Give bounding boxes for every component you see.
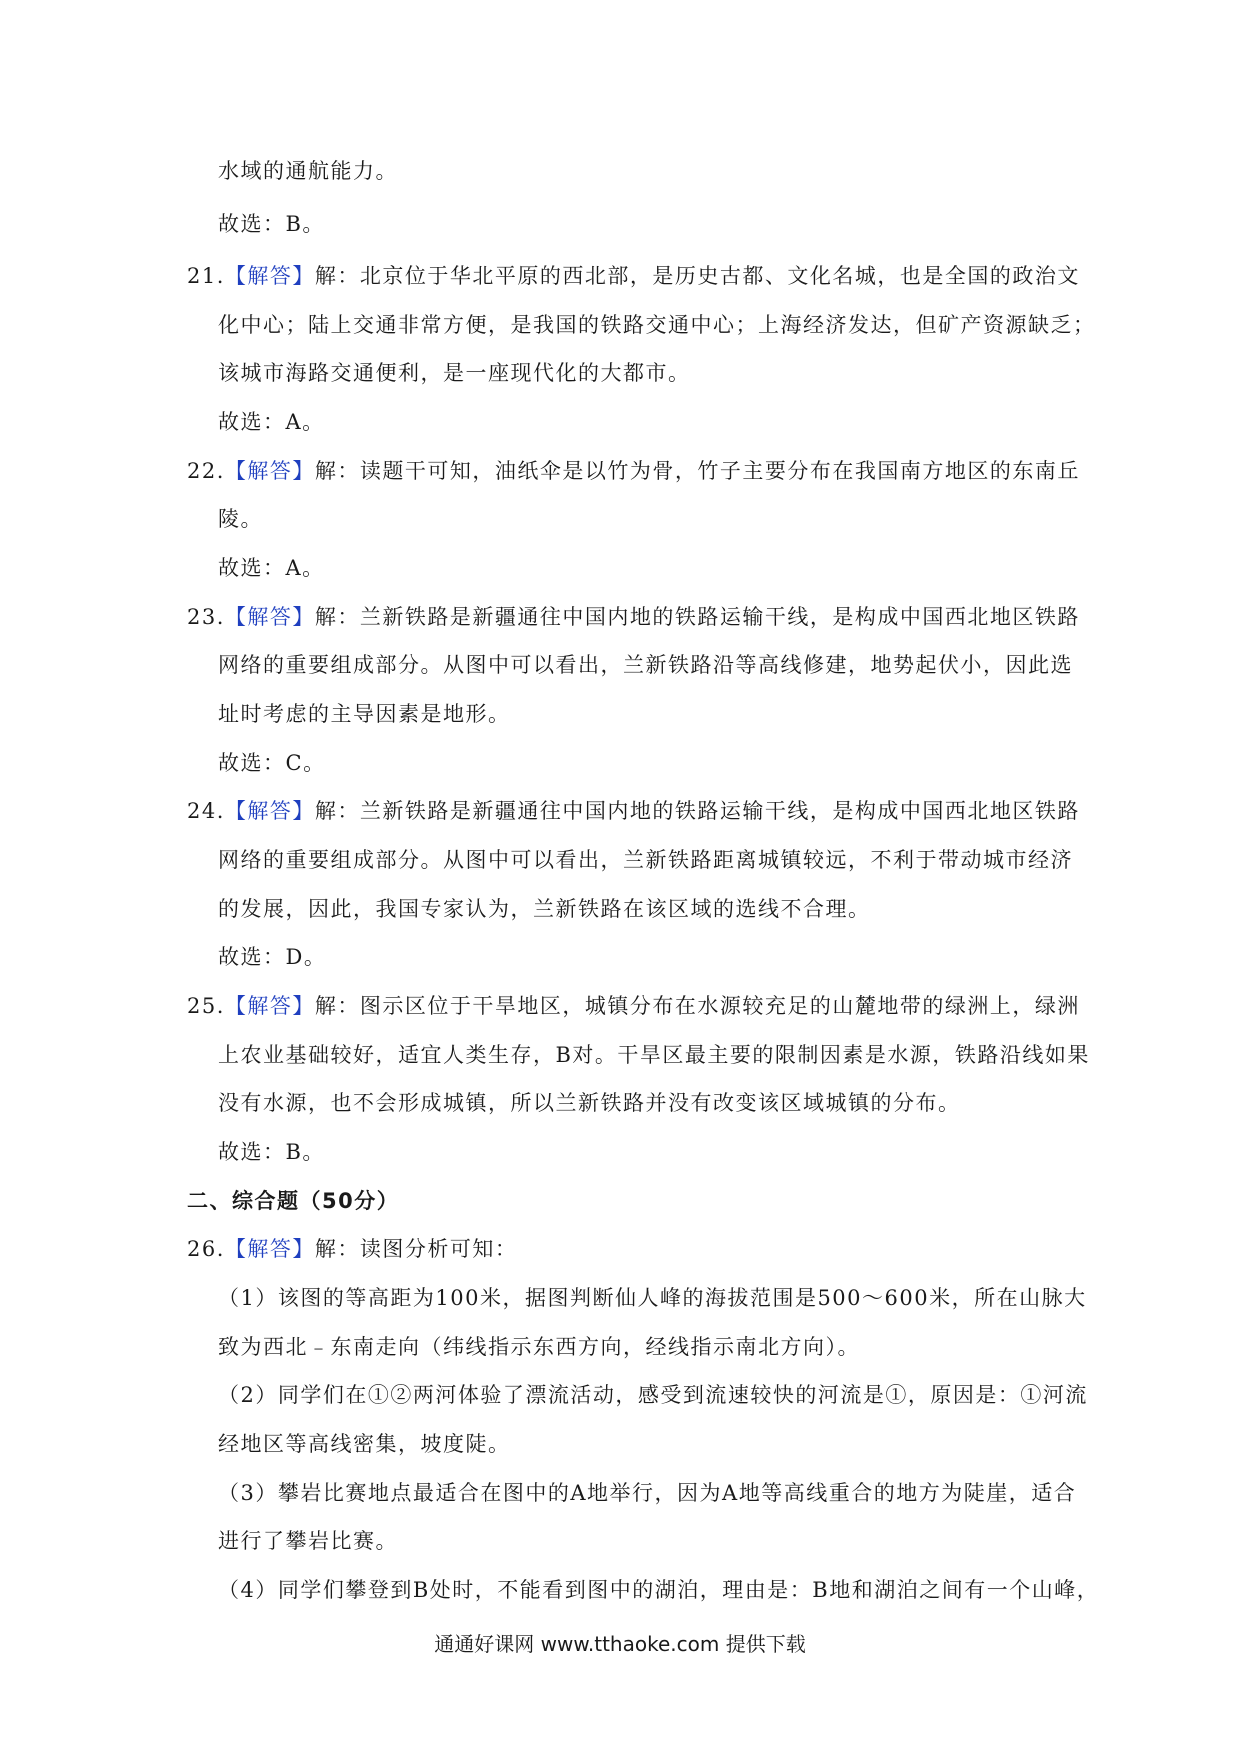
question-number: 26. xyxy=(187,1237,225,1261)
text-line: （2）同学们在①②两河体验了漂流活动，感受到流速较快的河流是①，原因是：①河流 xyxy=(218,1383,1088,1407)
question-text: 解：兰新铁路是新疆通往中国内地的铁路运输干线，是构成中国西北地区铁路 xyxy=(314,799,1080,823)
text-line: 该城市海路交通便利，是一座现代化的大都市。 xyxy=(218,361,691,385)
text-line: 的发展，因此，我国专家认为，兰新铁路在该区域的选线不合理。 xyxy=(218,897,871,921)
text-line: （3）攀岩比赛地点最适合在图中的A地举行，因为A地等高线重合的地方为陡崖，适合 xyxy=(218,1481,1077,1505)
text-line: 陵。 xyxy=(218,507,263,531)
answer-line: 故选：A。 xyxy=(218,410,325,434)
question-number: 24. xyxy=(187,799,225,823)
question-text: 解：北京位于华北平原的西北部，是历史古都、文化名城，也是全国的政治文 xyxy=(314,264,1080,288)
answer-line: 故选：B。 xyxy=(218,212,325,236)
text-line: （4）同学们攀登到B处时，不能看到图中的湖泊，理由是：B地和湖泊之间有一个山峰， xyxy=(218,1578,1100,1602)
question-text: 解：读题干可知，油纸伞是以竹为骨，竹子主要分布在我国南方地区的东南丘 xyxy=(314,459,1080,483)
text-line: 网络的重要组成部分。从图中可以看出，兰新铁路距离城镇较远，不利于带动城市经济 xyxy=(218,848,1073,872)
text-line: 化中心；陆上交通非常方便，是我国的铁路交通中心；上海经济发达，但矿产资源缺乏； xyxy=(218,313,1096,337)
answer-line: 故选：B。 xyxy=(218,1140,325,1164)
section-heading: 二、综合题（50分） xyxy=(187,1189,400,1213)
question-23 xyxy=(187,603,1080,631)
question-21 xyxy=(187,262,1080,290)
question-number: 21. xyxy=(187,264,225,288)
text-line: 致为西北﹣东南走向（纬线指示东西方向，经线指示南北方向）。 xyxy=(218,1335,860,1359)
question-text: 解：读图分析可知： xyxy=(314,1237,518,1261)
answer-tag: 【解答】 xyxy=(224,799,315,823)
question-25 xyxy=(187,992,1080,1020)
question-24 xyxy=(187,797,1080,825)
question-text: 解：兰新铁路是新疆通往中国内地的铁路运输干线，是构成中国西北地区铁路 xyxy=(314,605,1080,629)
text-line: 经地区等高线密集，坡度陡。 xyxy=(218,1432,511,1456)
answer-tag: 【解答】 xyxy=(224,264,315,288)
text-line: 址时考虑的主导因素是地形。 xyxy=(218,702,511,726)
page-footer: 通通好课网 www.tthaoke.com 提供下载 xyxy=(434,1632,806,1656)
text-line: 进行了攀岩比赛。 xyxy=(218,1529,398,1553)
answer-tag: 【解答】 xyxy=(224,1237,315,1261)
question-number: 23. xyxy=(187,605,225,629)
text-line: 网络的重要组成部分。从图中可以看出，兰新铁路沿等高线修建，地势起伏小，因此选 xyxy=(218,653,1073,677)
answer-tag: 【解答】 xyxy=(224,994,315,1018)
answer-tag: 【解答】 xyxy=(224,605,315,629)
text-line: （1）该图的等高距为100米，据图判断仙人峰的海拔范围是500～600米，所在山脉大 xyxy=(218,1286,1087,1310)
answer-tag: 【解答】 xyxy=(224,459,315,483)
question-text: 解：图示区位于干旱地区，城镇分布在水源较充足的山麓地带的绿洲上，绿洲 xyxy=(314,994,1080,1018)
text-line: 没有水源，也不会形成城镇，所以兰新铁路并没有改变该区域城镇的分布。 xyxy=(218,1091,961,1115)
answer-line: 故选：D。 xyxy=(218,945,327,969)
question-number: 25. xyxy=(187,994,225,1018)
question-number: 22. xyxy=(187,459,225,483)
text-line: 水域的通航能力。 xyxy=(218,159,398,183)
question-22 xyxy=(187,457,1080,485)
question-26 xyxy=(187,1235,517,1263)
answer-line: 故选：C。 xyxy=(218,751,326,775)
text-line: 上农业基础较好，适宜人类生存，B对。干旱区最主要的限制因素是水源，铁路沿线如果 xyxy=(218,1043,1090,1067)
answer-line: 故选：A。 xyxy=(218,556,325,580)
